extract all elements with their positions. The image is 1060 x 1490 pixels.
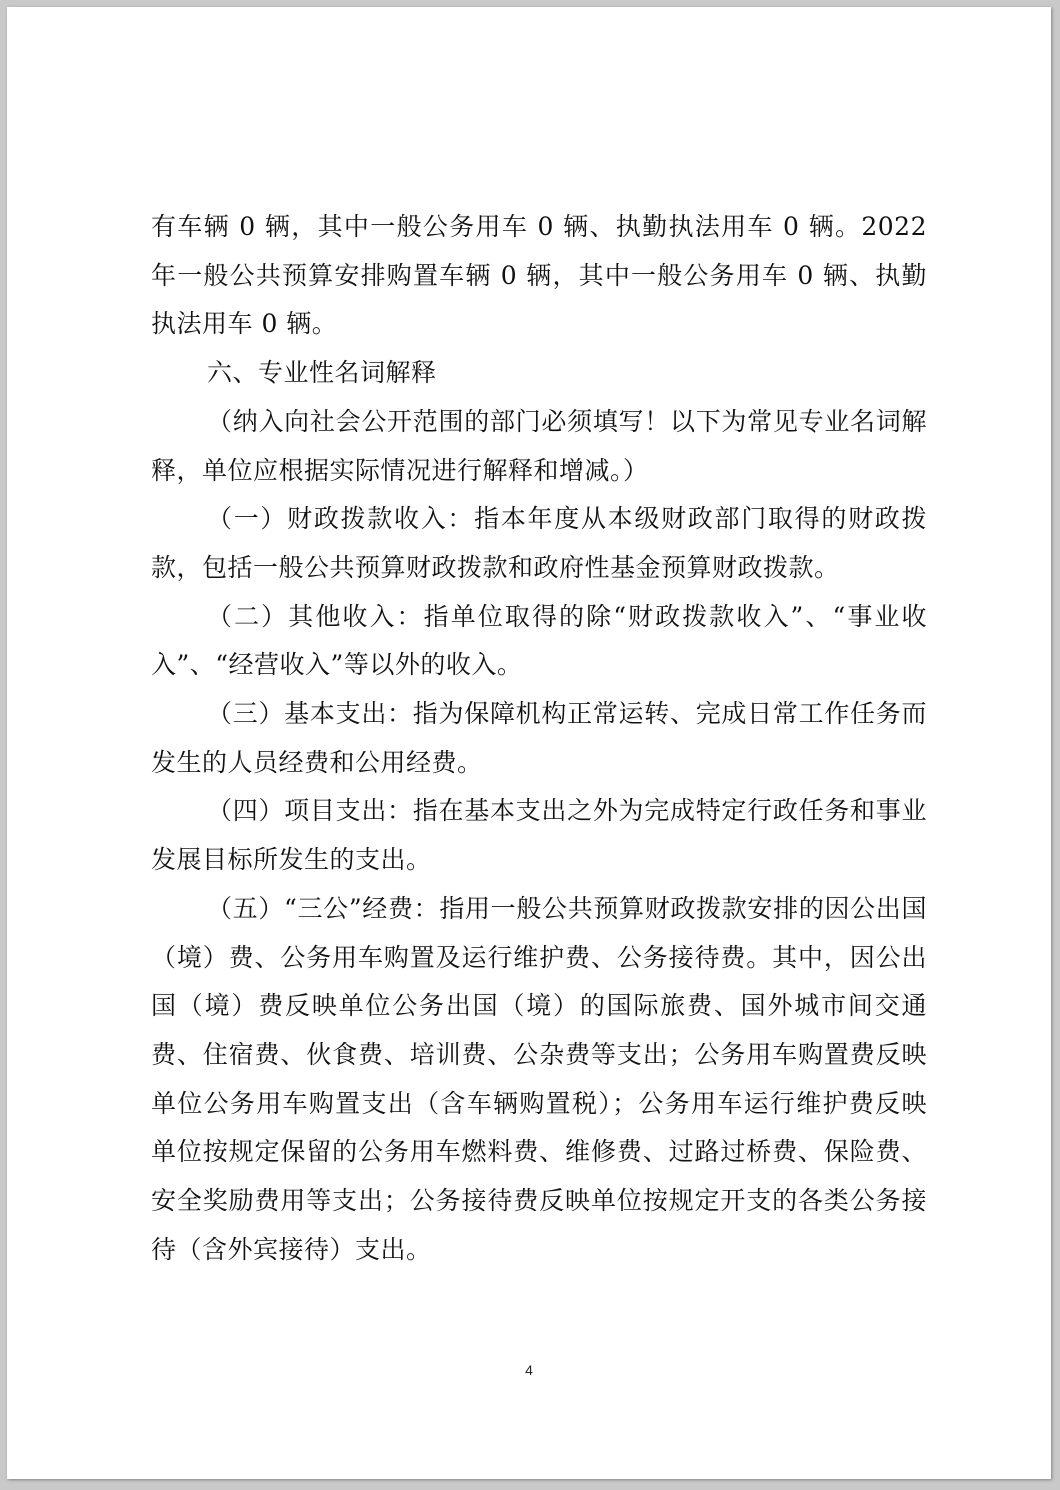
term-three-public-expenses: （五）“三公”经费：指用一般公共预算财政拨款安排的因公出国（境）费、公务用车购置及运行维护费、公务接待费。其中，因公出国（境）费反映单位公务出国（境）的国际旅费、国外城市间交通费、住宿费、伙食费、培训费、公杂费等支出；公务用车购置费反映单位公务用车购置支出（含车辆购置税）；公务用车运行维护费反映单位按规定保留的公务用车燃料费、维修费、过路过桥费、保险费、安全奖励费用等支出；公务接待费反映单位按规定开支的各类公务接待（含外宾接待）支出。 xyxy=(151,893,927,1264)
page-number: 4 xyxy=(525,1362,533,1378)
document-page xyxy=(7,7,1051,1479)
instruction-note: （纳入向社会公开范围的部门必须填写！以下为常见专业名词解释，单位应根据实际情况进行解释和增减。） xyxy=(151,406,927,485)
term-basic-expenditure: （三）基本支出：指为保障机构正常运转、完成日常工作任务而发生的人员经费和公用经费。 xyxy=(151,699,927,777)
term-other-income: （二）其他收入：指单位取得的除“财政拨款收入”、“事业收入”、“经营收入”等以外的收入。 xyxy=(151,601,927,680)
document-body xyxy=(151,203,927,1274)
vehicle-count-paragraph: 有车辆 0 辆，其中一般公务用车 0 辆、执勤执法用车 0 辆。2022 年一般公共预算安排购置车辆 0 辆，其中一般公务用车 0 辆、执勤执法用车 0 辆。 xyxy=(151,212,927,339)
term-fiscal-appropriation-income: （一）财政拨款收入：指本年度从本级财政部门取得的财政拨款，包括一般公共预算财政拨款和政府性基金预算财政拨款。 xyxy=(151,504,927,582)
term-project-expenditure: （四）项目支出：指在基本支出之外为完成特定行政任务和事业发展目标所发生的支出。 xyxy=(151,796,927,875)
section-heading: 六、专业性名词解释 xyxy=(207,358,437,388)
